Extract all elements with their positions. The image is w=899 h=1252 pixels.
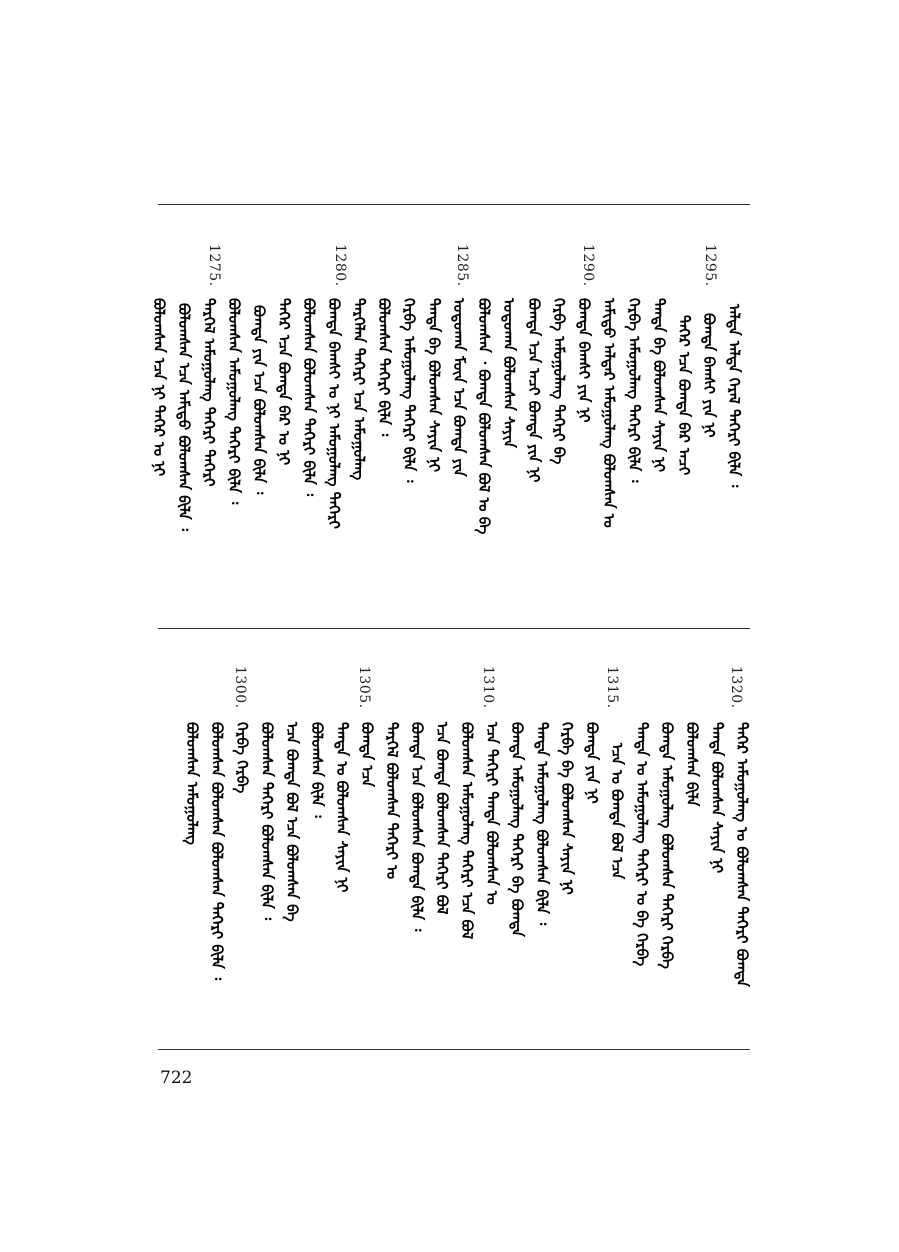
verse-line: ᠣᠳᠣᠬᠠᠨ ᠮᠥᠨ ᠡᠴᠡ ᠪᠣᠭᠳᠠ ᠶᠢᠨ [450,298,468,477]
line-number: 1295. [702,244,718,287]
verse-line: ᠪᠣᠯᠤᠭᠰᠠᠨ ᠠᠮᠤᠭᠤᠯᠠᠩ ᠲᠡᠭᠡᠷᠢ ᠪᠢᠯᠡ ᠄ [225,298,243,505]
verse-line: ᠲᠡᠨᠳᠡ ᠪᠡ ᠪᠣᠯᠤᠭᠰᠠᠨ ᠰᠠᠶᠢᠨ ᠨᠢ [650,298,668,472]
verse-line: ᠡᠴᠡ ᠪᠣᠭᠳᠠ ᠪᠣᠯ ᠡᠴᠡ ᠪᠣᠯᠤᠭᠰᠠᠨ ᠪᠡ [283,722,301,922]
verse-line: ᠪᠣᠯᠤᠭᠰᠠᠨ ᠡᠴᠡ ᠨᠢ ᠲᠡᠭᠡᠷ ᠤ ᠨᠢ [150,298,168,477]
verse-line: ᠬᠡᠷᠪᠡ ᠠᠮᠤᠭᠤᠯᠠᠩ ᠲᠡᠭᠡᠷᠢ ᠪᠢᠯᠡ ᠄ [625,298,643,483]
verse-line: ᠲᠡᠨᠳᠡ ᠤ ᠪᠣᠯᠤᠭᠰᠠᠨ ᠰᠠᠶᠢᠨ ᠨᠢ [333,722,351,893]
verse-line: ᠪᠣᠯᠤᠭᠰᠠᠨ ᠡᠴᠡ ᠠᠮᠢᠳᠤ ᠪᠣᠯᠤᠭᠰᠠᠨ ᠪᠢᠯᠡ ᠄ [175,303,193,531]
verse-line: ᠲᠡᠨᠳᠡ ᠤ ᠠᠮᠤᠭᠤᠯᠠᠩ ᠲᠡᠭᠡᠷᠢ ᠤ ᠪᠠ ᠬᠡᠷᠪᠡ [633,722,651,967]
verse-line: ᠪᠣᠯᠤᠭᠰᠠᠨ ᠲᠡᠭᠡᠷᠢ ᠪᠣᠯᠤᠭᠰᠠᠨ ᠪᠢᠯᠡ ᠄ [258,722,276,921]
verse-line: ᠪᠣᠭᠳᠠ ᠡᠴᠡ ᠠᠴᠢ ᠪᠣᠭᠳᠠ ᠶᠢᠨ ᠨᠢ [525,298,543,483]
verse-line: ᠪᠣᠯᠤᠭᠰᠠᠨ ᠲᠡᠭᠡᠷᠢ ᠪᠢᠯᠡ ᠄ [375,298,393,437]
verse-line: ᠲᠡᠨᠳᠡ ᠠᠮᠤᠭᠤᠯᠠᠩ ᠪᠣᠯᠤᠭᠰᠠᠨ ᠪᠢᠯᠡ ᠄ [533,722,551,926]
verse-line: ᠬᠡᠷᠪᠡ ᠪᠡ ᠪᠣᠯᠤᠭᠰᠠᠨ ᠰᠠᠶᠢᠨ ᠨᠢ [558,722,576,895]
top-rule [158,204,750,205]
line-number: 1310. [480,666,496,709]
line-number: 1290. [580,244,596,287]
page-number: 722 [160,1068,193,1088]
verse-line: ᠡᠴᠡ ᠲᠡᠭᠡᠷᠢ ᠲᠡᠨᠳᠡ ᠪᠣᠯᠤᠭᠰᠠᠨ ᠤ [483,722,501,905]
verse-line: ᠲᠡᠭᠡᠷ ᠡᠴᠡ ᠪᠣᠭᠳᠠ ᠪᠠᠷ ᠠᠴᠢ [675,314,693,476]
verse-line: ᠲᠡᠨᠳᠡ ᠪᠡ ᠪᠣᠯᠤᠭᠰᠠᠨ ᠰᠠᠶᠢᠨ ᠨᠢ [425,298,443,472]
verse-line: ᠪᠣᠯᠤᠭᠰᠠᠨ ᠠᠮᠤᠭᠤᠯᠠᠩ ᠲᠡᠭᠡᠷᠢ ᠡᠴᠡ ᠪᠣᠯ [458,722,476,940]
verse-line: ᠬᠡᠷᠪᠡ ᠠᠮᠤᠭᠤᠯᠠᠩ ᠲᠡᠭᠡᠷᠢ ᠪᠡ [550,298,568,465]
verse-line: ᠪᠣᠯᠤᠭᠰᠠᠨ ᠪᠢᠯᠡ [683,722,701,807]
verse-line: ᠠᠮᠢᠳᠤ ᠠᠯᠳᠠᠷ ᠠᠮᠤᠭᠤᠯᠠᠩ ᠪᠣᠯᠤᠭᠰᠠᠨ ᠤ [600,298,618,528]
verse-line: ᠪᠣᠭᠳᠠ ᠶᠢᠨ ᠡᠴᠡ ᠪᠣᠯᠤᠭᠰᠠᠨ ᠪᠢᠯᠡ ᠄ [250,305,268,495]
line-number: 1275. [206,244,222,287]
verse-line: ᠪᠣᠯᠤᠭᠰᠠᠨ ᠪᠣᠯᠤᠭᠰᠠᠨ ᠲᠡᠭᠡᠷᠢ ᠪᠢᠯᠡ ᠄ [300,298,318,497]
verse-line: ᠲᠡᠷᠭᠡᠯ ᠠᠮᠤᠭᠤᠯᠠᠩ ᠲᠡᠭᠡᠷᠢ ᠲᠡᠭᠡᠷᠢ [200,298,218,487]
verse-line: ᠲᠡᠭᠡᠷ ᠠᠮᠤᠭᠤᠯᠠᠩ ᠤ ᠪᠣᠯᠤᠭᠰᠠᠨ ᠲᠡᠭᠡᠷᠢ ᠪᠣᠭᠳᠠ [733,722,751,987]
bottom-rule [158,1049,750,1050]
verse-line: ᠪᠣᠭᠳᠠ ᠪᠠᠭᠰᠢ ᠶᠢᠨ ᠨᠢ [700,312,718,438]
verse-line: ᠪᠣᠯᠤᠭᠰᠠᠨ ᠂ ᠪᠣᠭᠳᠠ ᠪᠣᠯᠤᠭᠰᠠᠨ ᠪᠣᠯ ᠤ ᠪᠡ [475,298,493,535]
verse-line: ᠡᠴᠡ ᠪᠣᠭᠳᠠ ᠪᠣᠯᠤᠭᠰᠠᠨ ᠲᠡᠭᠡᠷᠢ ᠪᠣᠯ [433,722,451,915]
verse-line: ᠪᠣᠯᠤᠭᠰᠠᠨ ᠪᠢᠯᠡ ᠄ [308,722,326,818]
verse-line: ᠪᠣᠭᠳᠠ ᠠᠮᠤᠭᠤᠯᠠᠩ ᠲᠡᠭᠡᠷᠢ ᠪᠡ ᠪᠣᠭᠳᠠ [508,722,526,937]
line-number: 1300. [232,666,248,709]
verse-line: ᠪᠣᠭᠳᠠ ᠪᠠᠭᠰᠢ ᠤ ᠨᠢ ᠠᠮᠤᠭᠤᠯᠠᠩ ᠲᠡᠭᠡᠷᠢ [325,298,343,529]
verse-line: ᠪᠣᠭᠳᠠ ᠠᠮᠤᠭᠤᠯᠠᠩ ᠪᠣᠯᠤᠭᠰᠠᠨ ᠲᠡᠭᠡᠷᠢ ᠬᠡᠷᠪᠡ [658,722,676,969]
verse-line: ᠬᠡᠷᠪᠡ ᠬᠡᠷᠪᠡ [233,722,251,794]
verse-line: ᠣᠳᠣᠬᠠᠨ ᠪᠣᠯᠤᠭᠰᠠᠨ ᠰᠠᠶᠢᠨ [500,298,518,448]
line-number: 1315. [604,666,620,709]
verse-line: ᠡᠴᠡ ᠤ ᠪᠣᠭᠳᠠ ᠪᠣᠯ ᠡᠴᠡ [608,742,626,880]
verse-line: ᠲᠡᠷᠭᠡᠯᠡᠨ ᠲᠡᠭᠡᠷᠢ ᠡᠴᠡ ᠠᠮᠤᠭᠤᠯᠠᠩ [350,298,368,481]
line-number: 1285. [454,244,470,287]
verse-line: ᠪᠣᠭᠳᠠ ᠪᠠᠭᠰᠢ ᠶᠢᠨ ᠨᠢ [575,298,593,423]
verse-line: ᠪᠣᠯᠤᠭᠰᠠᠨ ᠠᠮᠤᠭᠤᠯᠠᠩ [183,722,201,845]
verse-line: ᠪᠣᠭᠳᠠ ᠶᠢᠨ ᠨᠢ [583,722,601,804]
verse-line: ᠲᠡᠭᠡᠷ ᠡᠴᠡ ᠪᠣᠭᠳᠠ ᠪᠠᠷ ᠤ ᠨᠢ [275,298,293,466]
line-number: 1305. [356,666,372,709]
verse-line: ᠬᠡᠷᠪᠡ ᠠᠮᠤᠭᠤᠯᠠᠩ ᠲᠡᠭᠡᠷᠢ ᠪᠢᠯᠡ ᠄ [400,298,418,483]
line-number: 1280. [332,244,348,287]
verse-line: ᠠᠯᠲᠠ ᠠᠯᠲᠠ ᠭᠡᠷᠡᠯ ᠲᠡᠭᠡᠷᠢ ᠪᠢᠯᠡ ᠄ [725,304,743,488]
verse-line: ᠲᠡᠨᠳᠡ ᠪᠣᠯᠤᠭᠰᠠᠨ ᠰᠠᠶᠢᠨ ᠨᠢ [708,722,726,874]
verse-line: ᠪᠣᠭᠳᠠ ᠡᠴᠡ [358,722,376,788]
verse-line: ᠪᠣᠯᠤᠭᠰᠠᠨ ᠪᠣᠯᠤᠭᠰᠠᠨ ᠪᠣᠯᠤᠭᠰᠠᠨ ᠲᠡᠭᠡᠷᠢ ᠪᠢᠯᠡ ᠄ [208,722,226,981]
line-number: 1320. [728,666,744,709]
verse-line: ᠲᠡᠷᠭᠡᠯ ᠪᠣᠯᠤᠭᠰᠠᠨ ᠲᠡᠭᠡᠷᠢ ᠤ [383,722,401,880]
verse-line: ᠪᠣᠭᠳᠠ ᠡᠴᠡ ᠪᠣᠯᠤᠭᠰᠠᠨ ᠪᠣᠭᠳᠠ ᠪᠢᠯᠡ ᠄ [408,722,426,932]
middle-rule [158,628,750,629]
